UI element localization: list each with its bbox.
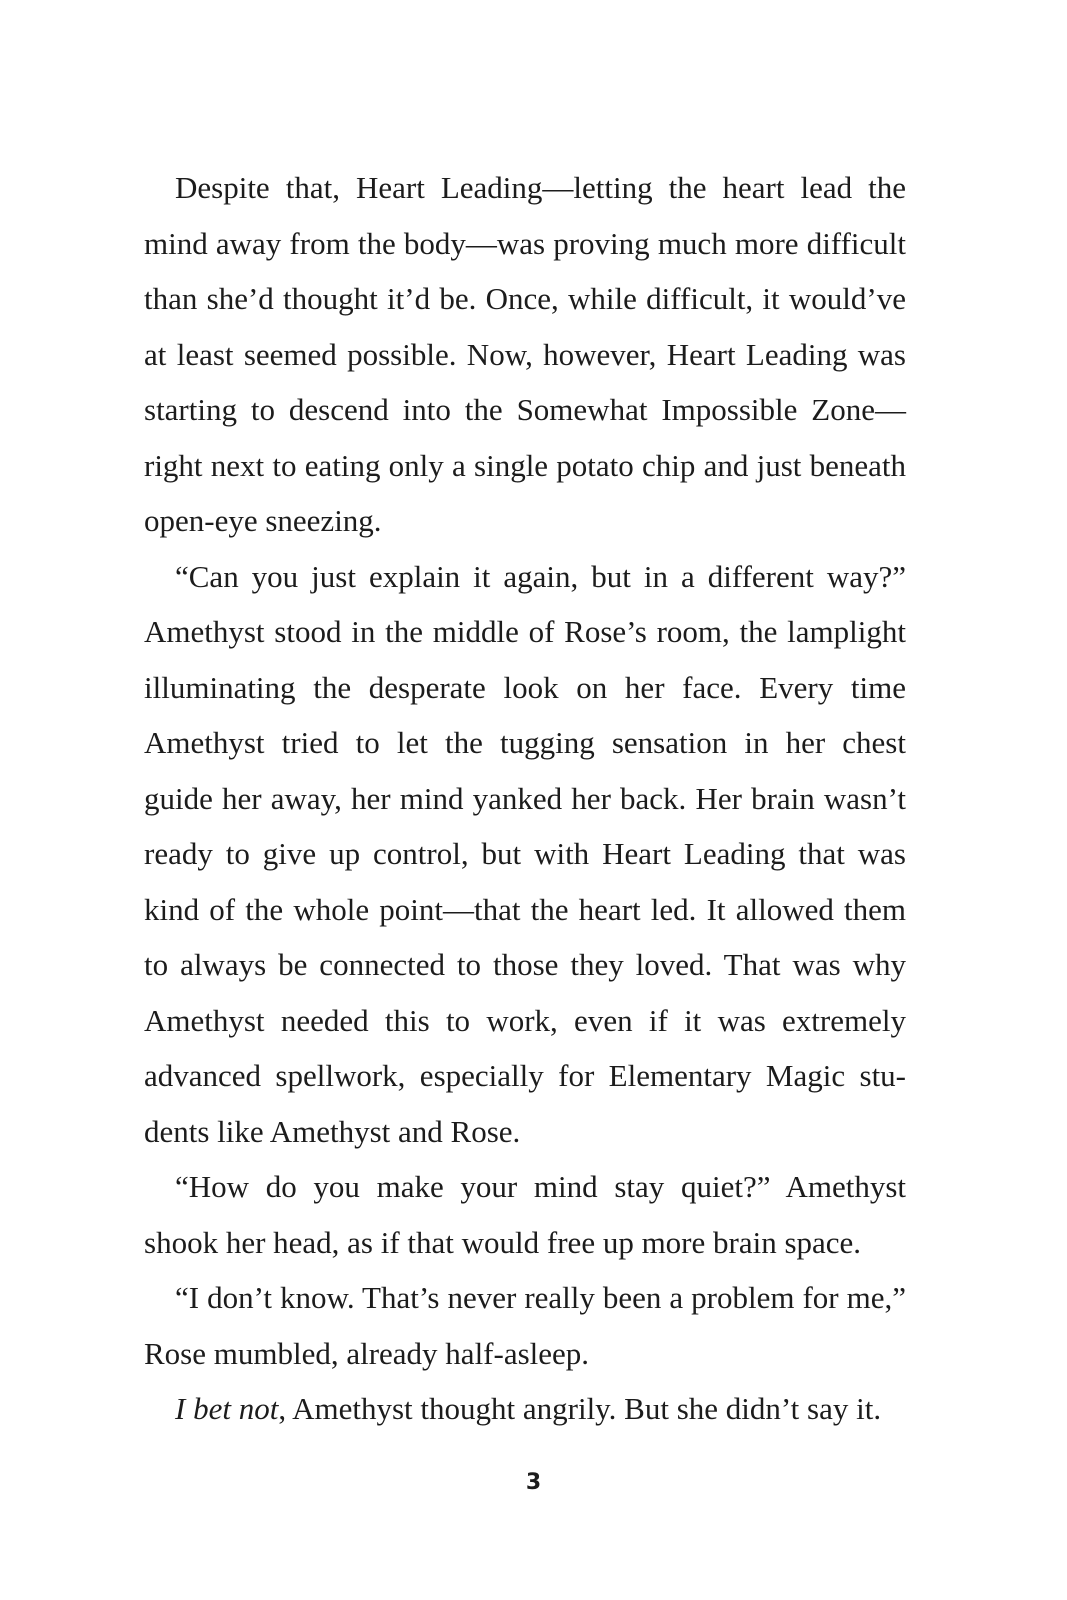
text-line: at least seemed possible. Now, however, Heart Leading was [144,336,906,372]
text-line: advanced spellwork, especially for Elementary Magic stu- [144,1058,906,1093]
text-line: shook her head, as if that would free up more brain space. [144,1224,862,1260]
italic-phrase: I bet not [175,1391,279,1426]
text-line: “How do you make your mind stay quiet?” Amethyst [175,1169,906,1204]
text-line: starting to descend into the Somewhat Impossible Zone— [144,392,906,427]
text-line: dents like Amethyst and Rose. [144,1113,521,1149]
text-line: mind away from the body—was proving much more difficult [144,225,906,261]
final-line-rest: , Amethyst thought angrily. But she didn’t say it. [278,1391,882,1426]
text-line: Amethyst stood in the middle of Rose’s room, the lamplight [144,614,906,649]
text-line: Despite that, Heart Leading—letting the heart lead the [175,170,906,205]
text-line: guide her away, her mind yanked her back. Her brain wasn’t [144,780,906,816]
text-line: to always be connected to those they loved. That was why [144,947,906,982]
body-text [144,160,906,1437]
page-number: 3 [525,1470,542,1495]
text-line: ready to give up control, but with Heart Leading that was [144,836,906,871]
text-line: “I don’t know. That’s never really been a problem for me,” [175,1280,906,1315]
text-line: open-eye sneezing. [144,503,382,538]
text-line: than she’d thought it’d be. Once, while difficult, it would’ve [144,281,906,316]
text-line: Rose mumbled, already half-asleep. [144,1335,590,1371]
final-text-line [144,1381,906,1437]
text-line: “Can you just explain it again, but in a different way?” [175,558,906,594]
text-line: Amethyst needed this to work, even if it was extremely [144,1002,906,1038]
text-line: right next to eating only a single potato chip and just beneath [144,447,906,483]
text-line: Amethyst tried to let the tugging sensation in her chest [144,725,906,760]
text-line: illuminating the desperate look on her face. Every time [144,669,906,705]
text-line: kind of the whole point—that the heart led. It allowed them [144,891,906,927]
